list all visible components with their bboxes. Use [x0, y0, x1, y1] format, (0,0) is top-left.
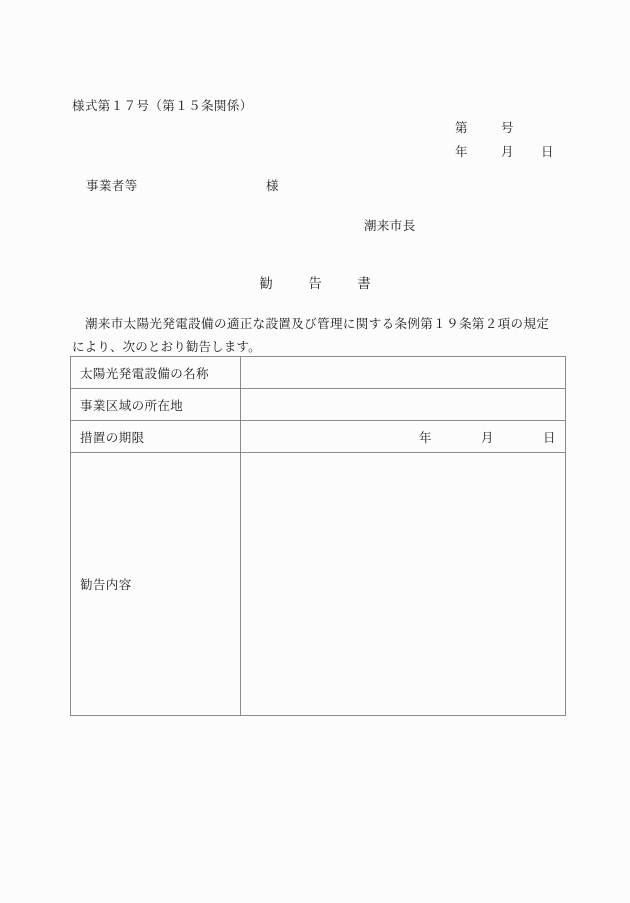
- addressee-honorific: 様: [266, 179, 279, 193]
- deadline-month-label: 月: [481, 430, 494, 445]
- form-number: 様式第１７号（第１５条関係）: [72, 99, 253, 113]
- date-day-label: 日: [541, 145, 554, 160]
- deadline-date-slots: [250, 428, 565, 446]
- row-label-recommendation-content: 勧告内容: [71, 453, 241, 716]
- deadline-day-label: 日: [543, 430, 556, 445]
- table-row: [71, 389, 566, 421]
- date-month-label: 月: [501, 145, 514, 160]
- issuer-name: 潮来市長: [364, 219, 416, 233]
- date-year-label: 年: [455, 145, 468, 160]
- row-label-deadline: 措置の期限: [71, 421, 241, 453]
- recommendation-form-table: [70, 356, 566, 716]
- page-title: 勧 告 書: [259, 276, 382, 291]
- document-number-and-date: [455, 116, 570, 165]
- addressee-label: 事業者等: [86, 179, 138, 193]
- document-number-unit: 号: [501, 121, 514, 135]
- document-number-row: [455, 116, 570, 140]
- row-value-recommendation-content[interactable]: [241, 453, 566, 716]
- row-label-site-address: 事業区域の所在地: [71, 389, 241, 421]
- table-row: [71, 357, 566, 389]
- body-paragraph: 潮来市太陽光発電設備の適正な設置及び管理に関する条例第１９条第２項の規定により、次のとおり勧告します。: [72, 317, 549, 355]
- row-label-facility-name: 太陽光発電設備の名称: [71, 357, 241, 389]
- table-row: [71, 421, 566, 453]
- row-value-deadline[interactable]: [241, 421, 566, 453]
- deadline-year-label: 年: [419, 430, 432, 445]
- row-value-site-address[interactable]: [241, 389, 566, 421]
- document-number-label: 第: [455, 121, 468, 135]
- table-row: [71, 453, 566, 716]
- row-value-facility-name[interactable]: [241, 357, 566, 389]
- addressee-line: [86, 176, 346, 194]
- document-date-row: [455, 140, 570, 164]
